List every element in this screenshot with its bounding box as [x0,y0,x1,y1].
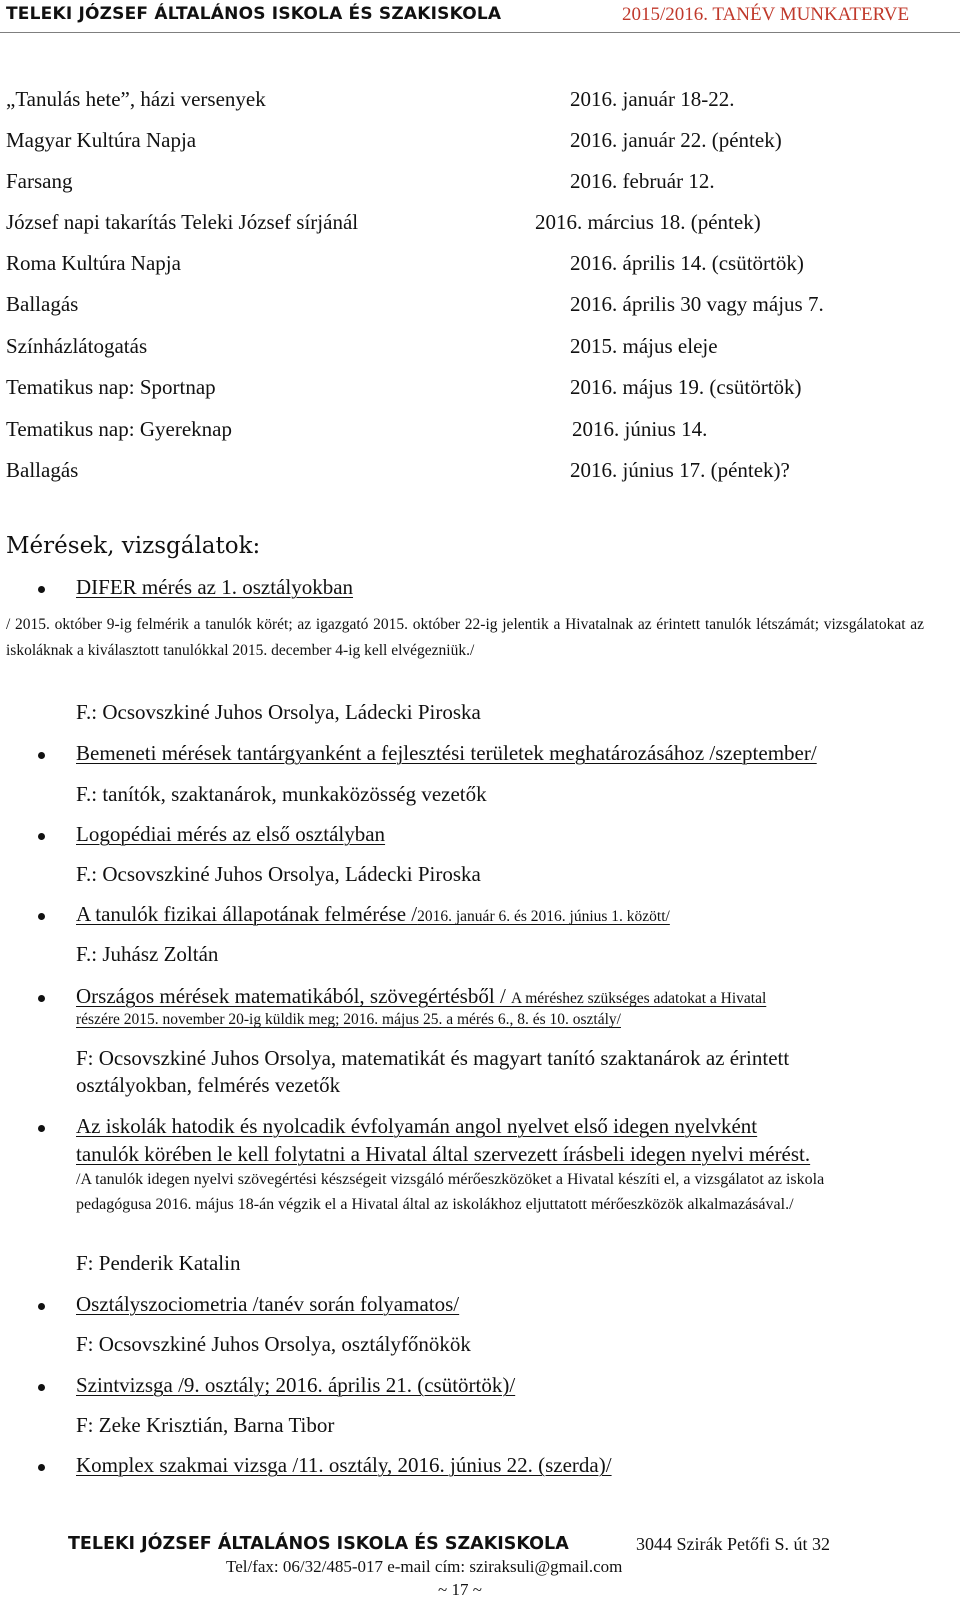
bullet-icon [38,1125,45,1132]
event-date: 2015. május eleje [570,334,718,358]
event-name: Magyar Kultúra Napja [6,128,197,152]
event-date: 2016. május 19. (csütörtök) [570,375,802,399]
orszagos-responsible-2: osztályokban, felmérés vezetők [76,1073,341,1097]
footer-address: 3044 Szirák Petőfi S. út 32 [636,1534,830,1554]
difer-title: DIFER mérés az 1. osztályokban [76,575,354,599]
szociometria-responsible: F: Ocsovszkiné Juhos Orsolya, osztályfőnökök [76,1332,471,1356]
angol-title-2: tanulók körében le kell folytatni a Hivatal által szervezett írásbeli idegen nyelvi mérést. [76,1142,811,1166]
bullet-icon [38,586,45,593]
footer-contact: Tel/fax: 06/32/485-017 e-mail cím: sziraksuli@gmail.com [226,1557,623,1576]
szociometria-title: Osztályszociometria /tanév során folyamatos/ [76,1292,460,1316]
event-date: 2016. június 17. (péntek)? [570,458,790,482]
event-name: Roma Kultúra Napja [6,251,181,275]
orszagos-title-note-2: részére 2015. november 20-ig küldik meg; 2016. május 25. a mérés 6., 8. és 10. osztály/ [76,1011,621,1028]
bullet-icon [38,833,45,840]
difer-note: / 2015. október 9-ig felmérik a tanulók körét; az igazgató 2015. október 22-ig jelentik a Hivatalnak az érintett tanulók létszámát; vizsgálatokat az iskoláknak a kiválasztott tanulókkal 2015. december 4-ig kell elvégezniük./ [6,616,924,659]
event-name: Ballagás [6,292,79,316]
logopediai-title: Logopédiai mérés az első osztályban [76,822,386,846]
event-name: Farsang [6,169,73,193]
event-date: 2016. április 30 vagy május 7. [570,292,824,316]
event-date: 2016. március 18. (péntek) [535,210,761,234]
bullet-icon [38,1384,45,1391]
page-header [0,0,960,36]
event-name: Színházlátogatás [6,334,148,358]
bullet-icon [38,1464,45,1471]
orszagos-title-note: A méréshez szükséges adatokat a Hivatal [511,990,767,1007]
bullet-icon [38,913,45,920]
event-date: 2016. június 14. [572,417,708,441]
orszagos-title-main: Országos mérések matematikából, szövegértésből / [76,984,512,1008]
angol-title: Az iskolák hatodik és nyolcadik évfolyamán angol nyelvet első idegen nyelvként [76,1114,758,1138]
event-name: Ballagás [6,458,79,482]
komplex-title: Komplex szakmai vizsga /11. osztály, 2016. június 22. (szerda)/ [76,1453,612,1477]
bullet-icon [38,752,45,759]
event-name: „Tanulás hete”, házi versenyek [6,87,266,111]
page-number: ~ 17 ~ [438,1580,482,1599]
event-name: Tematikus nap: Gyereknap [6,417,232,441]
event-date: 2016. április 14. (csütörtök) [570,251,804,275]
event-name: József napi takarítás Teleki József sírjánál [6,210,359,234]
angol-note: /A tanulók idegen nyelvi szövegértési készségeit vizsgáló mérőeszközöket a Hivatal készíti el, a vizsgálatot az iskola pedagógusa 2016. május 18-án végzik el a Hivatal által az iskolákhoz eljuttatott mérőeszközök alkalmazásával./ [76,1171,825,1213]
event-date: 2016. február 12. [570,169,715,193]
szintvizsga-responsible: F: Zeke Krisztián, Barna Tibor [76,1413,335,1437]
difer-responsible: F.: Ocsovszkiné Juhos Orsolya, Ládecki Piroska [76,700,481,724]
bemeneti-title: Bemeneti mérések tantárgyanként a fejlesztési területek meghatározásához /szeptember/ [76,741,817,765]
event-date: 2016. január 18-22. [570,87,735,111]
orszagos-responsible: F: Ocsovszkiné Juhos Orsolya, matematikát és magyart tanító szaktanárok az érintett [76,1046,790,1070]
angol-responsible: F: Penderik Katalin [76,1251,241,1275]
szintvizsga-title: Szintvizsga /9. osztály; 2016. április 21. (csütörtök)/ [76,1373,516,1397]
fizikai-responsible: F.: Juhász Zoltán [76,942,219,966]
fizikai-title-main: A tanulók fizikai állapotának felmérése / [76,902,418,926]
bullet-icon [38,995,45,1002]
fizikai-title-dates: 2016. január 6. és 2016. június 1. között/ [417,908,670,925]
event-date: 2016. január 22. (péntek) [570,128,782,152]
section-heading: Mérések, vizsgálatok: [6,533,261,559]
bullet-icon [38,1303,45,1310]
event-name: Tematikus nap: Sportnap [6,375,216,399]
logopediai-responsible: F.: Ocsovszkiné Juhos Orsolya, Ládecki Piroska [76,862,481,886]
bemeneti-responsible: F.: tanítók, szaktanárok, munkaközösség vezetők [76,782,487,806]
header-year-plan: 2015/2016. TANÉV MUNKATERVE [622,4,910,25]
footer-school-name: TELEKI JÓZSEF ÁLTALÁNOS ISKOLA ÉS SZAKISKOLA [68,1534,569,1554]
header-school-name: TELEKI JÓZSEF ÁLTALÁNOS ISKOLA ÉS SZAKISKOLA [6,4,502,24]
orszagos-title [76,984,766,1009]
header-divider [0,32,960,33]
fizikai-title [76,902,670,927]
